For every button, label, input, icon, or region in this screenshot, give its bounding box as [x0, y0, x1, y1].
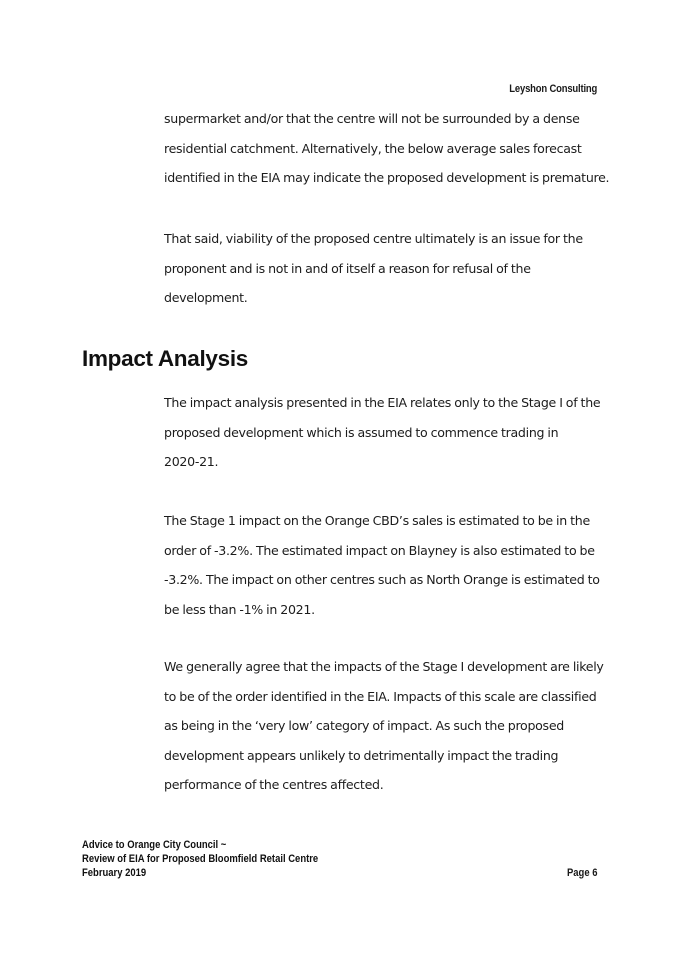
text-line: supermarket and/or that the centre will not be surrounded by a dense: [164, 111, 580, 126]
text-line: performance of the centres affected.: [164, 777, 384, 792]
text-line: The Stage 1 impact on the Orange CBD’s sales is estimated to be in the: [164, 513, 590, 528]
text-line: identified in the EIA may indicate the proposed development is premature.: [164, 170, 610, 185]
footer-line-date: February 2019: [82, 867, 147, 879]
impact-paragraph-2: [164, 506, 604, 624]
header-company-name: Leyshon Consulting: [509, 83, 597, 95]
page-number: Page 6: [566, 867, 597, 879]
text-line: -3.2%. The impact on other centres such as North Orange is estimated to: [164, 572, 600, 587]
impact-paragraph-3: [164, 652, 604, 800]
text-line: development.: [164, 290, 248, 305]
footer: [82, 838, 357, 880]
text-line: That said, viability of the proposed centre ultimately is an issue for the: [164, 231, 583, 246]
text-line: proposed development which is assumed to commence trading in: [164, 424, 559, 440]
text-line: development appears unlikely to detrimentally impact the trading: [164, 747, 559, 763]
body-paragraph-1: [164, 104, 610, 193]
text-line: as being in the ‘very low’ category of impact. As such the proposed: [164, 718, 564, 733]
text-line: order of -3.2%. The estimated impact on Blayney is also estimated to be: [164, 542, 595, 558]
section-heading: Impact Analysis: [82, 346, 248, 371]
text-line: residential catchment. Alternatively, the below average sales forecast: [164, 140, 582, 156]
body-paragraph-2: [164, 224, 604, 313]
text-line: We generally agree that the impacts of the Stage I development are likely: [164, 659, 604, 674]
text-line: The impact analysis presented in the EIA relates only to the Stage I of the: [164, 395, 601, 410]
text-line: proponent and is not in and of itself a reason for refusal of the: [164, 260, 531, 276]
text-line: 2020-21.: [164, 454, 219, 469]
footer-line-title: Review of EIA for Proposed Bloomfield Retail Centre: [82, 853, 319, 865]
impact-paragraph-1: [164, 388, 604, 477]
footer-line-client: Advice to Orange City Council ~: [82, 839, 227, 851]
text-line: to be of the order identified in the EIA. Impacts of this scale are classified: [164, 688, 597, 704]
text-line: be less than -1% in 2021.: [164, 601, 315, 617]
